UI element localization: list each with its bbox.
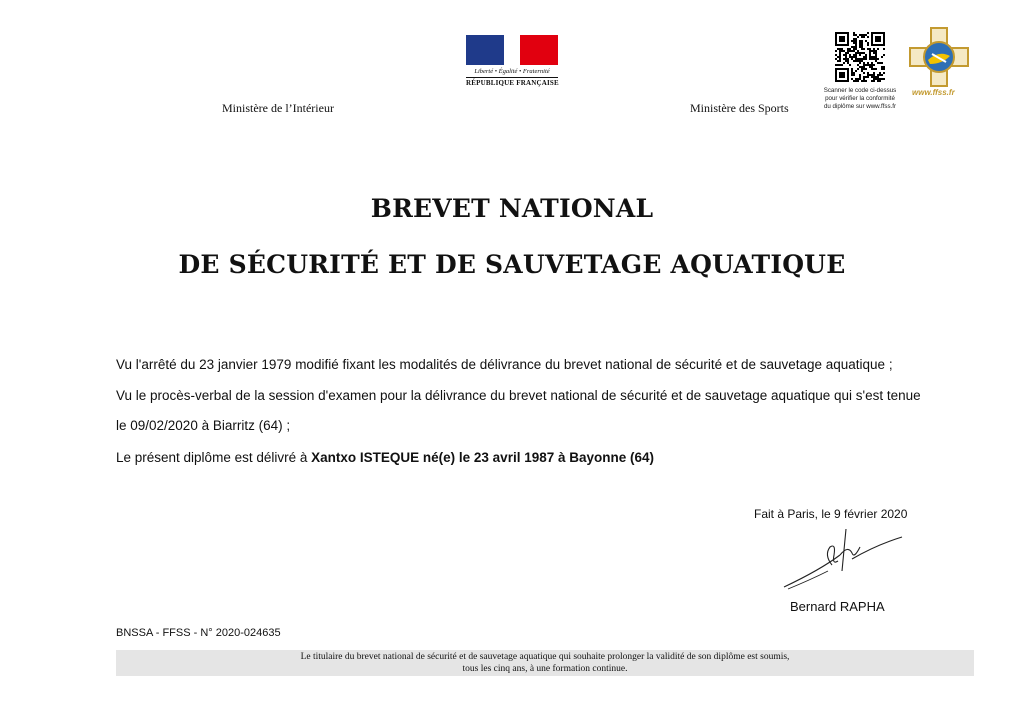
republic-name: RÉPUBLIQUE FRANÇAISE	[466, 79, 559, 87]
body-line-session-date: le 09/02/2020 à Biarritz (64) ;	[116, 418, 291, 433]
footer-line-2: tous les cinq ans, à une formation continue.	[462, 664, 628, 674]
ffss-logo-icon	[906, 26, 972, 94]
footer-line-1: Le titulaire du brevet national de sécurité et de sauvetage aquatique qui souhaite prolonger la validité de son diplôme est soumis,	[300, 652, 790, 662]
ministry-interior-label: Ministère de l’Intérieur	[222, 101, 334, 115]
diploma-reference: BNSSA - FFSS - N° 2020-024635	[116, 627, 281, 639]
ministry-sports-label: Ministère des Sports	[690, 101, 789, 115]
qr-caption	[812, 87, 908, 111]
diploma-title-line-1: BREVET NATIONAL	[370, 194, 654, 223]
place-and-date: Fait à Paris, le 9 février 2020	[754, 507, 908, 521]
marianne-flag-icon	[466, 35, 558, 65]
ffss-website: www.ffss.fr	[912, 88, 955, 97]
body-line-minutes: Vu le procès-verbal de la session d'examen pour la délivrance du brevet national de sécurité et de sauvetage aquatique qui s'est tenue	[116, 388, 921, 403]
qr-caption-line-3: du diplôme sur www.ffss.fr	[823, 103, 897, 110]
qr-code-icon	[835, 32, 885, 82]
footer-notice	[116, 650, 974, 676]
holder-name: Xantxo ISTEQUE né(e) le 23 avril 1987 à Bayonne (64)	[311, 450, 655, 465]
republic-motto: Liberté • Égalité • Fraternité	[474, 68, 550, 75]
handwritten-signature-icon	[780, 525, 904, 593]
qr-caption-line-2: pour vérifier la conformité	[825, 95, 895, 102]
body-line-decree: Vu l'arrêté du 23 janvier 1979 modifié fixant les modalités de délivrance du brevet national de sécurité et de sauvetage aquatique ;	[116, 357, 893, 372]
signatory-name: Bernard RAPHA	[790, 599, 885, 614]
qr-caption-line-1: Scanner le code ci-dessus	[823, 87, 897, 94]
body-line-holder	[116, 450, 654, 465]
diploma-title-line-2: DE SÉCURITÉ ET DE SAUVETAGE AQUATIQUE	[178, 250, 846, 279]
holder-prefix: Le présent diplôme est délivré à	[116, 450, 312, 465]
republique-francaise-logo	[466, 35, 558, 91]
